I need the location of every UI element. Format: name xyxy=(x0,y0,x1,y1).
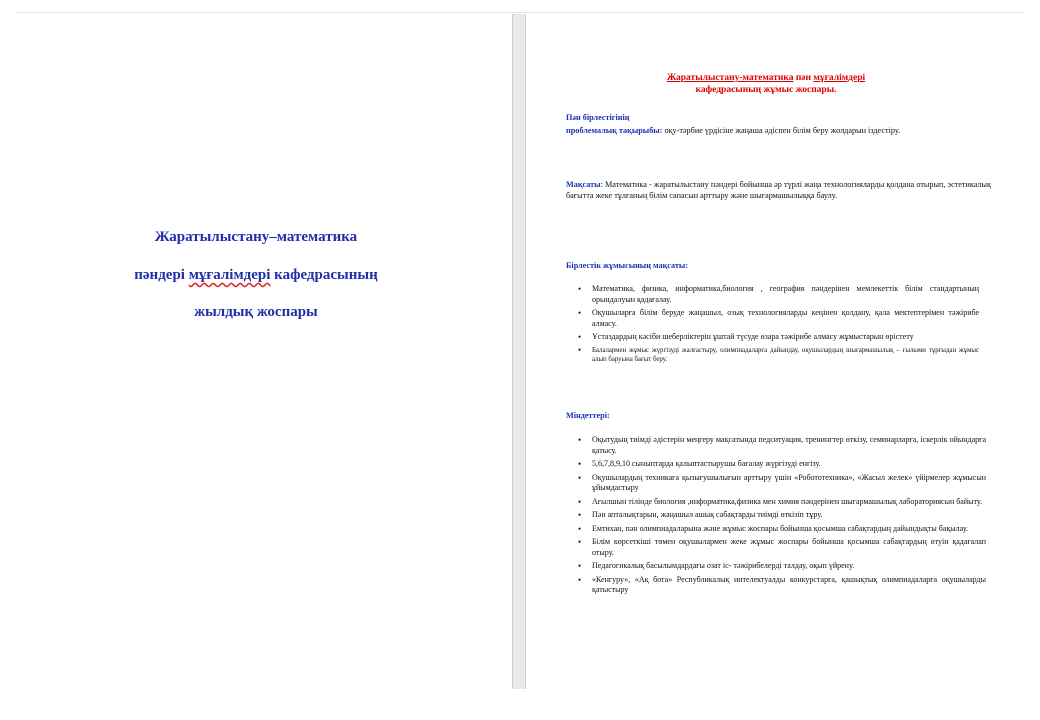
problem-label-1: Пән бірлестігінің xyxy=(566,113,630,122)
problem-text: оқу-тәрбие үрдісіне жаңаша әдіспен білім беру жолдарын іздестіру. xyxy=(664,126,901,135)
page-gutter xyxy=(512,14,526,689)
plan-title-part-a: Жаратылыстану-математика xyxy=(666,73,794,83)
list-item: • Оқытудың тиімді әдістерін меңгеру мақсатында педситуация, тренингтер өткізу, семинарларға, іскерлік ойындарға қатысу. xyxy=(574,435,986,456)
cover-word-department: кафедрасының xyxy=(274,267,378,283)
list-item: • Математика, физика, информатика,биология , география пәндерінен мемлекеттік білім стандартының орындалуын қадағалау. xyxy=(574,284,979,305)
aim-label: Мақсаты xyxy=(566,180,601,189)
plan-title-line-1 xyxy=(526,72,1006,84)
tasks-list xyxy=(574,435,986,599)
tasks-heading: Міндеттері: xyxy=(566,411,610,420)
plan-title-part-c: мұғалімдері xyxy=(813,73,866,83)
assoc-list xyxy=(574,284,979,367)
cover-word-subjects: пәндері xyxy=(134,267,185,283)
problem-topic xyxy=(566,125,991,136)
list-item: • Балалармен жұмыс жүргізуді жалғастыру, олимпиадаларға дайындау, оқушылардың шығармашылық – ғылыми тұрғыдан жұмыс алып баруына бағыт беру. xyxy=(574,346,979,364)
list-item: • 5,6,7,8,9,10 сыныптарда қалыптастырушы бағалау жүргізуді енгізу. xyxy=(574,459,986,470)
list-item: • Ағылшын тілінде биология ,информатика,физика мен химия пәндерінен шығармашылық лабораториясын байыту. xyxy=(574,497,986,508)
aim-text: : Математика - жаратылыстану пәндері бойынша әр түрлі жаңа технологияларды қолдана отырып, эстетикалық бағытта жеке тұлғаның білім сапасын арттыру және шығармашылыққа баулу. xyxy=(566,180,991,200)
problem-label-2: проблемалық тақырыбы: xyxy=(566,126,663,135)
plan-page xyxy=(526,14,1006,689)
list-item: • Оқушылардың техникаға қызығушылығын арттыру үшін «Робототехника», «Жасыл желек» үйірмелер жұмысын ұйымдастыру xyxy=(574,473,986,494)
plan-title-part-b: пән xyxy=(795,73,811,83)
list-item: • Педагогикалық басылымдардағы озат іс- тәжірибелерді талдау, оқып үйрену. xyxy=(574,561,986,572)
list-item: • Пән апталықтарын, жаңашыл ашық сабақтарды тиімді өткізіп тұру. xyxy=(574,510,986,521)
list-item: • Емтихан, пән олимпиадаларына және жұмыс жоспары бойынша қосымша сабақтардың дайындықты бақылау. xyxy=(574,524,986,535)
list-item: • Білім көрсеткіші төмен оқушылармен жеке жұмыс жоспары бойынша қосымша сабақтардың өтуін қадағалап отыру. xyxy=(574,537,986,558)
plan-title-line-2: кафедрасының жұмыс жоспары. xyxy=(695,85,837,95)
cover-title-line-1: Жаратылыстану–математика xyxy=(154,229,358,245)
list-item: • «Кенгуру», «Ақ бота» Республикалық интелектуалды конкурстарға, қашықтық олимпиадаларға оқушыларды қатыстыру xyxy=(574,575,986,596)
cover-title-line-3: жылдық жоспары xyxy=(194,304,318,320)
cover-page xyxy=(0,14,512,689)
list-item: • Ұстаздардың кәсіби шеберліктерін ұштай түсуде өзара тәжірибе алмасу жұмыстарын өрістету xyxy=(574,332,979,343)
cover-word-teachers: мұғалімдері xyxy=(188,267,271,283)
cover-title-line-2 xyxy=(0,267,512,284)
aim-paragraph xyxy=(566,179,991,201)
top-border xyxy=(16,12,1024,13)
list-item: • Оқушыларға білім беруде жаңашыл, озық технологияларды кеңінен қолдану, қала мектептерімен тәжірибе алмасу. xyxy=(574,308,979,329)
assoc-heading: Бірлестік жұмысының мақсаты: xyxy=(566,261,689,270)
